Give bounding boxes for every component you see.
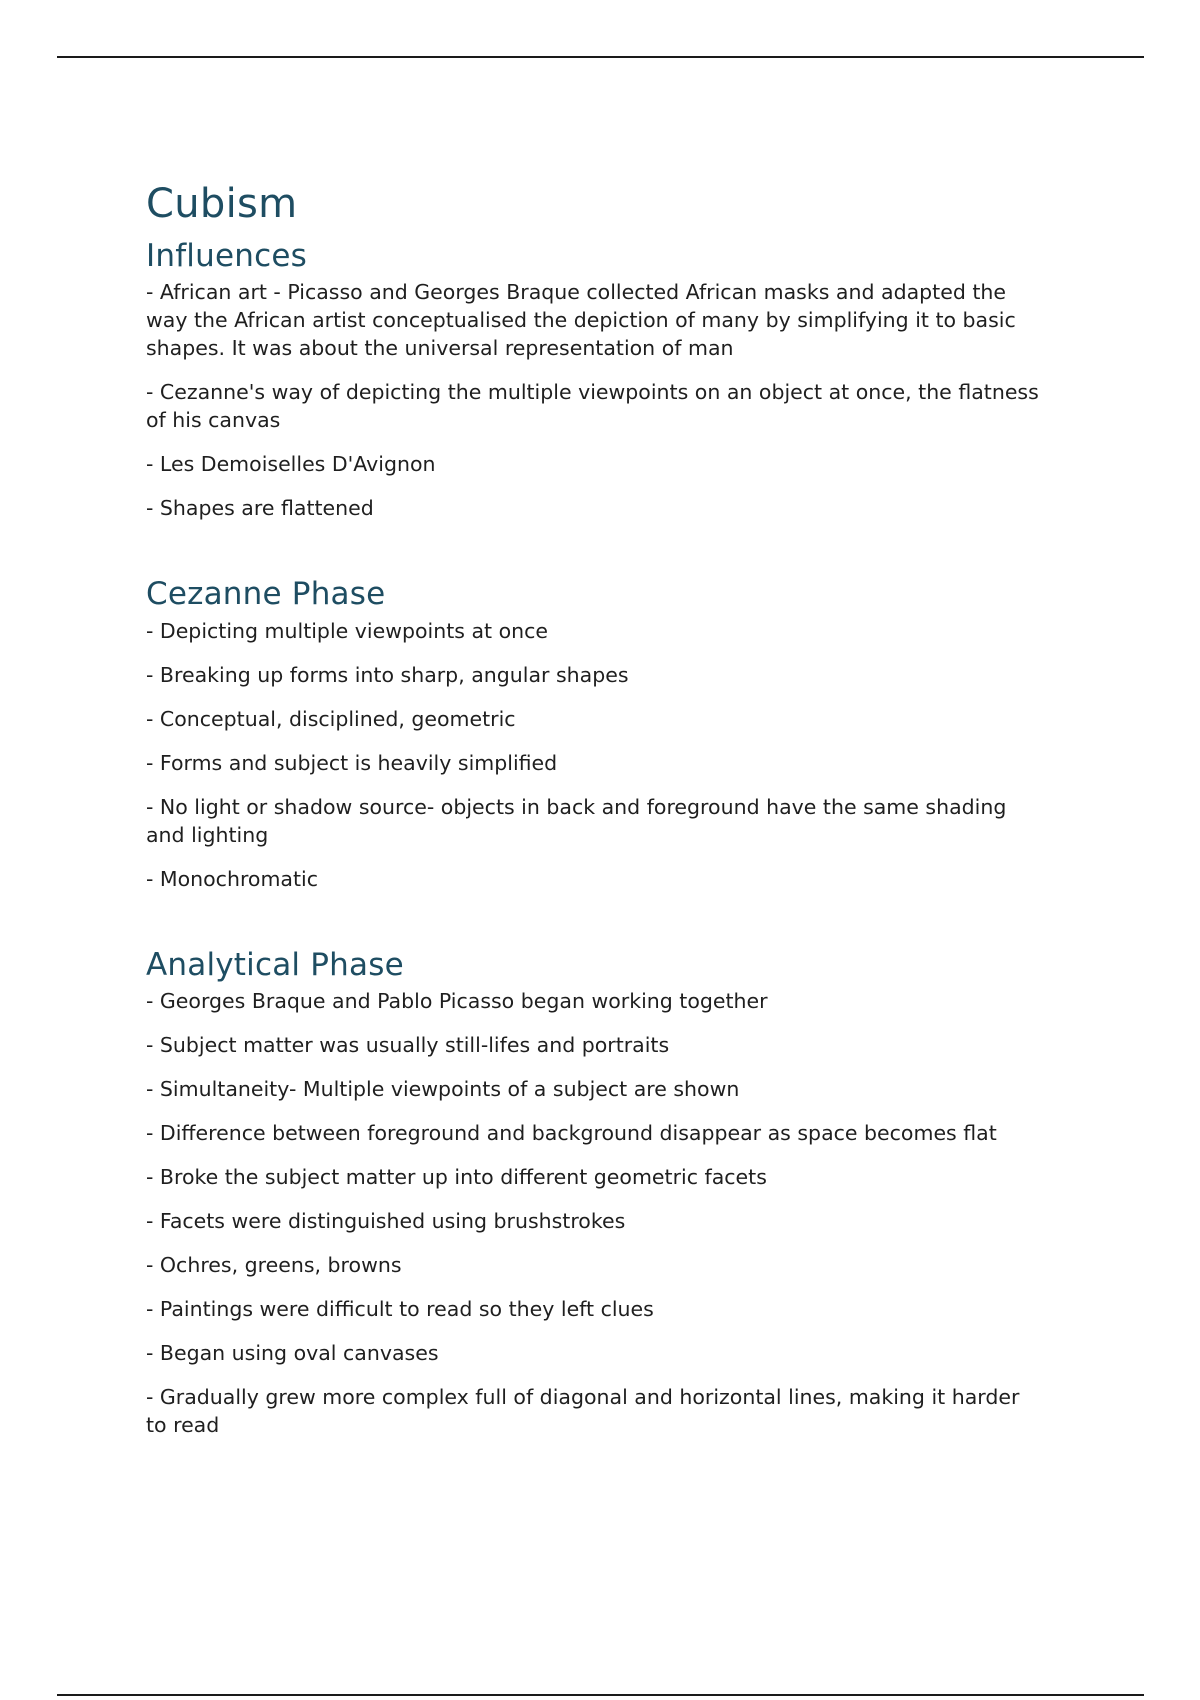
list-item: - Simultaneity- Multiple viewpoints of a subject are shown	[146, 1077, 740, 1101]
list-item: - Shapes are flattened	[146, 496, 374, 520]
list-item: - Forms and subject is heavily simplified	[146, 751, 558, 775]
analytical-phase-list	[146, 987, 1046, 1439]
list-item: - Les Demoiselles D'Avignon	[146, 452, 436, 476]
list-item: - Conceptual, disciplined, geometric	[146, 707, 516, 731]
list-item: - Georges Braque and Pablo Picasso began working together	[146, 989, 768, 1013]
section-heading-influences: Influences	[146, 238, 307, 274]
list-item: - African art - Picasso and Georges Braque collected African masks and adapted the way the African artist conceptualised the depiction of many by simplifying it to basic shapes. It was about the universal representation of man	[146, 280, 1016, 360]
section-heading-analytical-phase: Analytical Phase	[146, 947, 404, 983]
section-influences	[146, 234, 1046, 522]
cezanne-phase-list	[146, 617, 1046, 893]
list-item: - Breaking up forms into sharp, angular shapes	[146, 663, 629, 687]
document-title: Cubism	[146, 181, 298, 227]
list-item: - Broke the subject matter up into different geometric facets	[146, 1165, 767, 1189]
list-item: - Paintings were difficult to read so they left clues	[146, 1297, 654, 1321]
document-body	[146, 176, 1046, 1439]
section-analytical-phase	[146, 943, 1046, 1439]
list-item: - Ochres, greens, browns	[146, 1253, 402, 1277]
list-item: - Gradually grew more complex full of diagonal and horizontal lines, making it harder to read	[146, 1385, 1020, 1437]
list-item: - Subject matter was usually still-lifes and portraits	[146, 1033, 670, 1057]
list-item: - Difference between foreground and background disappear as space becomes flat	[146, 1121, 997, 1145]
list-item: - Monochromatic	[146, 867, 318, 891]
section-cezanne-phase	[146, 572, 1046, 893]
list-item: - Facets were distinguished using brushstrokes	[146, 1209, 626, 1233]
list-item: - Cezanne's way of depicting the multiple viewpoints on an object at once, the flatness of his canvas	[146, 380, 1039, 432]
footer-rule	[57, 1694, 1144, 1696]
influences-list	[146, 278, 1046, 522]
section-heading-cezanne-phase: Cezanne Phase	[146, 576, 386, 612]
header-rule	[57, 56, 1144, 58]
list-item: - Began using oval canvases	[146, 1341, 439, 1365]
list-item: - No light or shadow source- objects in back and foreground have the same shading and lighting	[146, 795, 1007, 847]
list-item: - Depicting multiple viewpoints at once	[146, 619, 548, 643]
